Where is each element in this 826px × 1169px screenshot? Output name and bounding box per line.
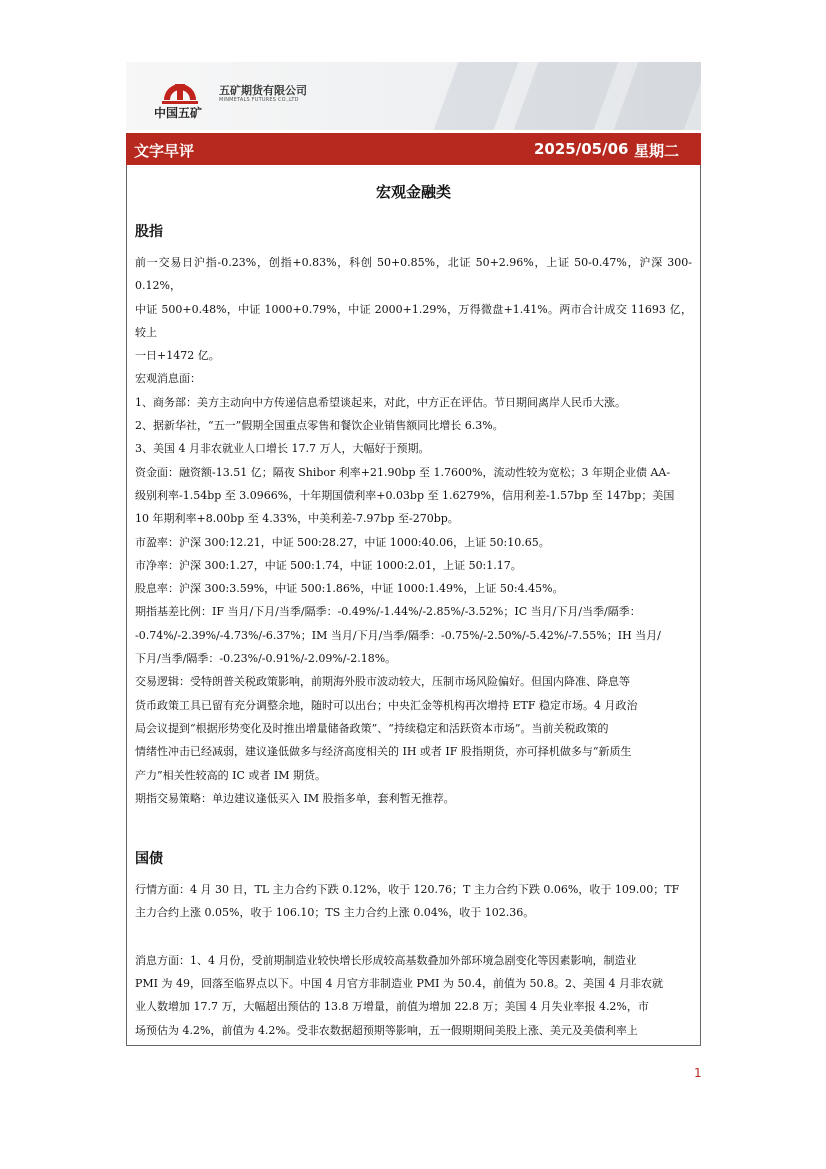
- company-name-en: MINMETALS FUTURES CO.,LTD: [219, 97, 299, 103]
- paragraph-line: 10 年期利率+8.00bp 至 4.33%，中美利差-7.97bp 至-270bp。: [135, 512, 459, 526]
- paragraph-line: 情绪性冲击已经减弱，建议逢低做多与经济高度相关的 IH 或者 IF 股指期货，亦可择机做多与“新质生: [135, 745, 632, 759]
- banner-decoration: [514, 62, 619, 130]
- paragraph-line: PMI 为 49，回落至临界点以下。中国 4 月官方非制造业 PMI 为 50.4，前值为 50.8。2、美国 4 月非农就: [135, 977, 663, 991]
- paragraph-line: 级别利率-1.54bp 至 3.0966%，十年期国债利率+0.03bp 至 1.6279%，信用利差-1.57bp 至 147bp；美国: [135, 488, 675, 502]
- paragraph-line: 2、据新华社，“五一”假期全国重点零售和餐饮企业销售额同比增长 6.3%。: [135, 419, 504, 433]
- paragraph-line: 主力合约上涨 0.05%，收于 106.10；TS 主力合约上涨 0.04%，收于 102.36。: [135, 906, 535, 920]
- paragraph-line: 期指基差比例：IF 当月/下月/当季/隔季：-0.49%/-1.44%/-2.85%/-3.52%；IC 当月/下月/当季/隔季：: [135, 605, 641, 619]
- paragraph-line: 市净率：沪深 300:1.27，中证 500:1.74，中证 1000:2.01，上证 50:1.17。: [135, 558, 522, 572]
- report-title: 文字早评: [134, 142, 195, 160]
- paragraph-line: 资金面：融资额-13.51 亿；隔夜 Shibor 利率+21.90bp 至 1.7600%，流动性较为宽松；3 年期企业债 AA-: [135, 465, 671, 479]
- paragraph-line: 货币政策工具已留有充分调整余地，随时可以出台；中央汇金等机构再次增持 ETF 稳定市场。4 月政治: [135, 698, 638, 712]
- paragraph-line: -0.74%/-2.39%/-4.73%/-6.37%；IM 当月/下月/当季/隔季：-0.75%/-2.50%/-5.42%/-7.55%；IH 当月/: [135, 628, 661, 642]
- paragraph-line: 交易逻辑：受特朗普关税政策影响，前期海外股市波动较大，压制市场风险偏好。但国内降准、降息等: [135, 675, 630, 689]
- paragraph-line: 3、美国 4 月非农就业人口增长 17.7 万人，大幅好于预期。: [135, 442, 430, 456]
- report-date: 2025/05/06: [534, 140, 629, 158]
- company-name-cn: 五矿期货有限公司: [219, 84, 307, 97]
- banner-decoration: [614, 62, 701, 130]
- paragraph-line: 前一交易日沪指-0.23%，创指+0.83%，科创 50+0.85%，北证 50+2.96%，上证 50-0.47%，沪深 300-0.12%，: [135, 256, 692, 293]
- paragraph-line: 业人数增加 17.7 万，大幅超出预估的 13.8 万增量，前值为增加 22.8 万；美国 4 月失业率报 4.2%，市: [135, 1000, 649, 1014]
- page-number: 1: [694, 1066, 702, 1080]
- paragraph-line: 消息方面：1、4 月份，受前期制造业较快增长形成较高基数叠加外部环境急剧变化等因素影响，制造业: [135, 953, 637, 967]
- logo-text: 中国五矿: [154, 106, 203, 120]
- treasury-news-body: [135, 949, 692, 1042]
- paragraph-line: 中证 500+0.48%，中证 1000+0.79%，中证 2000+1.29%，万得微盘+1.41%。两市合计成交 11693 亿，较上: [135, 302, 692, 339]
- treasury-heading: 国债: [135, 851, 163, 868]
- header-banner: [126, 62, 701, 130]
- paragraph-line: 期指交易策略：单边建议逢低买入 IM 股指多单，套利暂无推荐。: [135, 791, 455, 805]
- paragraph-line: 产力”相关性较高的 IC 或者 IM 期货。: [135, 768, 326, 782]
- stock-index-body: [135, 251, 692, 810]
- paragraph-line: 行情方面：4 月 30 日，TL 主力合约下跌 0.12%，收于 120.76；T 主力合约下跌 0.06%，收于 109.00；TF: [135, 883, 680, 897]
- report-weekday: 星期二: [634, 142, 680, 160]
- stock-index-heading: 股指: [135, 224, 163, 240]
- banner-decoration: [434, 62, 519, 130]
- paragraph-line: 局会议提到“根据形势变化及时推出增量储备政策”、“持续稳定和活跃资本市场”。当前关税政策的: [135, 721, 609, 735]
- paragraph-line: 市盈率：沪深 300:12.21，中证 500:28.27，中证 1000:40.06，上证 50:10.65。: [135, 535, 550, 549]
- minmetals-logo-icon: [160, 70, 200, 106]
- treasury-market-body: [135, 878, 692, 925]
- paragraph-line: 股息率：沪深 300:3.59%，中证 500:1.86%，中证 1000:1.49%，上证 50:4.45%。: [135, 582, 564, 596]
- paragraph-line: 一日+1472 亿。: [135, 349, 220, 363]
- report-title-bar: [126, 133, 701, 165]
- paragraph-line: 下月/当季/隔季：-0.23%/-0.91%/-2.09%/-2.18%。: [135, 652, 397, 666]
- paragraph-line: 1、商务部：美方主动向中方传递信息希望谈起来，对此，中方正在评估。节日期间离岸人民币大涨。: [135, 395, 626, 409]
- paragraph-line: 场预估为 4.2%，前值为 4.2%。受非农数据超预期等影响，五一假期期间美股上涨、美元及美债利率上: [135, 1023, 638, 1037]
- section-title: 宏观金融类: [375, 183, 451, 201]
- report-content: [126, 165, 701, 1046]
- paragraph-line: 宏观消息面：: [135, 372, 201, 386]
